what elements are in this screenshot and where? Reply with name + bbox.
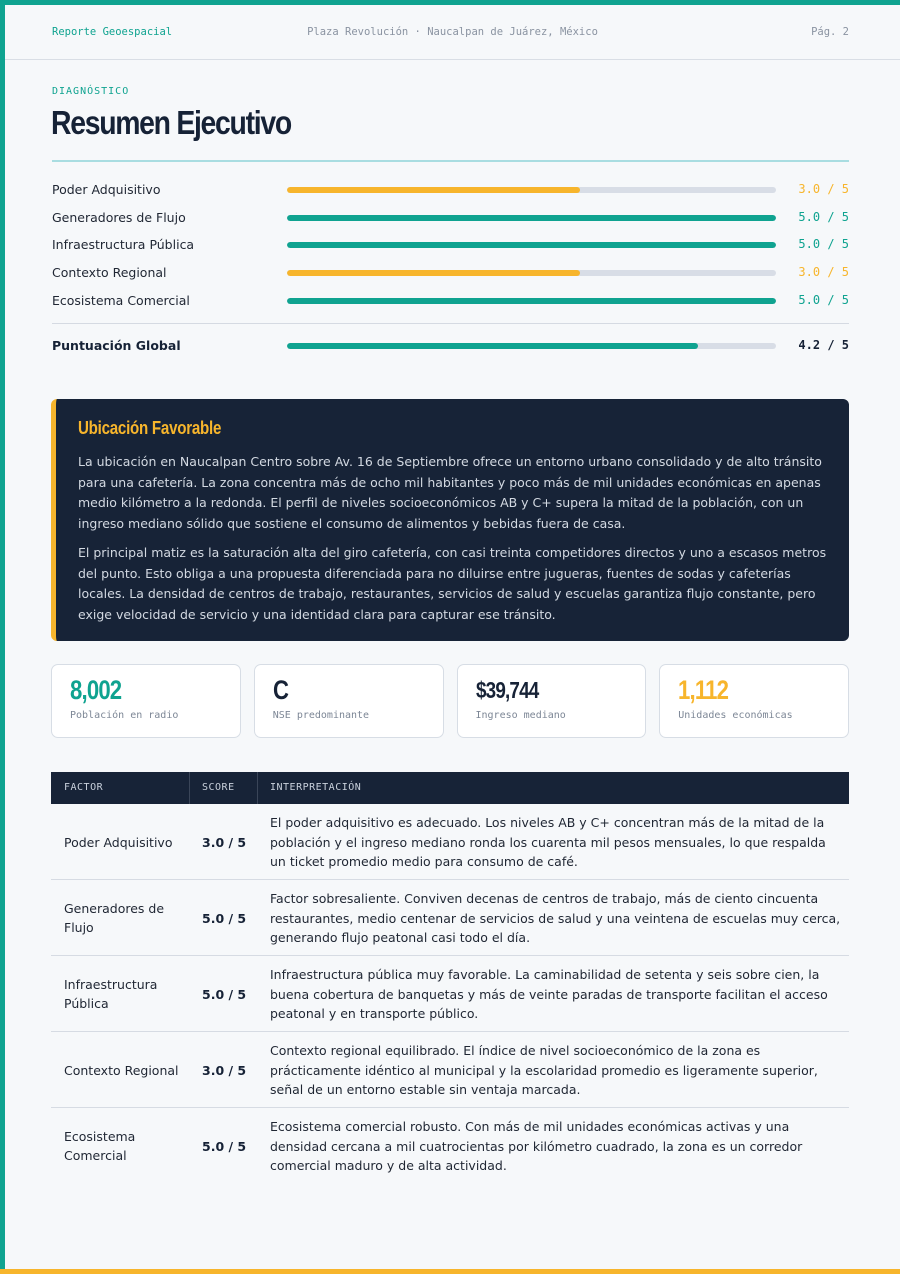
score-row — [52, 231, 849, 259]
row-interpretation: Factor sobresaliente. Conviven decenas de centros de trabajo, más de ciento cincuenta restaurantes, medio centenar de servicios de salud y una veintena de escuelas muy cerca, generando flujo peatonal casi todo el día. — [270, 891, 841, 945]
score-bar-track — [287, 187, 776, 193]
global-score-row — [52, 332, 849, 360]
kpi-value: 1,112 — [678, 675, 729, 705]
score-value: 5.0 / 5 — [798, 237, 849, 252]
score-row — [52, 204, 849, 232]
score-bar-fill — [287, 187, 580, 193]
score-bar-fill — [287, 270, 580, 276]
column-divider — [189, 772, 190, 804]
row-score: 3.0 / 5 — [202, 834, 247, 850]
score-label: Poder Adquisitivo — [52, 182, 161, 197]
kpi-caption: Población en radio — [70, 710, 179, 721]
row-score: 5.0 / 5 — [202, 1138, 247, 1154]
section-eyebrow: DIAGNÓSTICO — [52, 86, 130, 97]
score-row — [52, 176, 849, 204]
kpi-caption: Ingreso mediano — [475, 710, 566, 721]
score-bar-track — [287, 298, 776, 304]
row-factor: Ecosistema Comercial — [64, 1129, 136, 1163]
table-row — [51, 804, 849, 880]
callout-paragraph: La ubicación en Naucalpan Centro sobre Av. 16 de Septiembre ofrece un entorno urbano consolidado y de alto tránsito para una cafetería. La zona concentra más de ocho mil habitantes y poco más de mil unidades económicas en apenas medio kilómetro a la redonda. El perfil de niveles socioeconómicos AB y C+ supera la mitad de la población, con un ingreso mediano sólido que sostiene el consumo de alimentos y bebidas fuera de casa. — [78, 454, 822, 531]
report-brand: Reporte Geoespacial — [52, 26, 173, 38]
kpi-value: $39,744 — [475, 677, 538, 703]
score-label: Infraestructura Pública — [52, 237, 195, 253]
row-factor: Infraestructura Pública — [64, 977, 158, 1011]
bottom-accent-bar — [0, 1269, 900, 1274]
row-interpretation: Ecosistema comercial robusto. Con más de mil unidades económicas activas y una densidad cercana a mil cuatrocientas por kilómetro cuadrado, la zona es un corredor comercial maduro y de alta actividad. — [270, 1119, 803, 1173]
kpi-card-units — [659, 664, 849, 738]
kpi-caption: Unidades económicas — [678, 710, 793, 721]
page-number: Pág. 2 — [811, 26, 849, 38]
kpi-value: C — [272, 675, 288, 705]
page-header — [5, 5, 900, 60]
score-row — [52, 259, 849, 287]
kpi-value: 8,002 — [70, 675, 122, 705]
score-label: Contexto Regional — [52, 265, 167, 281]
table-row — [51, 880, 849, 956]
left-accent-bar — [0, 0, 5, 1274]
score-bar-fill — [287, 298, 776, 304]
summary-callout — [51, 399, 849, 641]
table-row — [51, 956, 849, 1032]
column-divider — [257, 772, 258, 804]
page-title: Resumen Ejecutivo — [51, 104, 291, 141]
kpi-caption: NSE predominante — [272, 710, 370, 721]
global-score-bar-fill — [287, 343, 698, 349]
score-bar-fill — [287, 215, 776, 221]
row-interpretation: El poder adquisitivo es adecuado. Los niveles AB y C+ concentran más de la mitad de la población y el ingreso mediano ronda los cuarenta mil pesos mensuales, lo que respalda un ticket promedio medio para consumo de café. — [270, 815, 826, 869]
row-score: 5.0 / 5 — [202, 910, 247, 926]
column-header-interpretation: INTERPRETACIÓN — [270, 782, 362, 793]
column-header-score: SCORE — [202, 782, 235, 793]
global-score-label: Puntuación Global — [52, 338, 181, 354]
row-factor: Generadores de Flujo — [64, 901, 165, 935]
score-label: Generadores de Flujo — [52, 209, 186, 225]
score-bar-track — [287, 215, 776, 221]
kpi-card-population — [51, 664, 241, 738]
column-header-factor: FACTOR — [64, 782, 104, 793]
row-factor: Poder Adquisitivo — [64, 834, 173, 850]
factor-table — [51, 772, 849, 1184]
global-score-bar-track — [287, 343, 776, 349]
kpi-card-nse — [254, 664, 444, 738]
row-interpretation: Infraestructura pública muy favorable. La caminabilidad de setenta y seis sobre cien, la buena cobertura de banquetas y más de veinte paradas de transporte facilitan el acceso peatonal y en transporte público. — [270, 967, 828, 1021]
score-bar-track — [287, 242, 776, 248]
score-summary — [52, 176, 849, 360]
callout-paragraph: El principal matiz es la saturación alta del giro cafetería, con casi treinta competidores directos y uno a escasos metros del punto. Esto obliga a una propuesta diferenciada para no diluirse entre jugueras, fuentes de sodas y cafeterías locales. La densidad de centros de trabajo, restaurantes, servicios de salud y escuelas garantiza flujo constante, pero exige velocidad de servicio y una identidad clara para capturar ese tránsito. — [78, 545, 827, 622]
score-value: 5.0 / 5 — [798, 209, 849, 224]
table-header — [51, 772, 849, 804]
score-divider — [52, 323, 849, 324]
score-bar-fill — [287, 242, 776, 248]
row-interpretation: Contexto regional equilibrado. El índice de nivel socioeconómico de la zona es prácticamente idéntico al municipal y la escolaridad promedio es ligeramente superior, señal de un entorno estable sin ventaja marcada. — [270, 1043, 818, 1097]
callout-title: Ubicación Favorable — [78, 418, 222, 438]
global-score-value: 4.2 / 5 — [798, 338, 849, 353]
score-value: 3.0 / 5 — [798, 265, 849, 280]
kpi-cards — [51, 664, 849, 738]
row-factor: Contexto Regional — [64, 1062, 179, 1078]
score-bar-track — [287, 270, 776, 276]
title-divider — [52, 160, 849, 162]
row-score: 3.0 / 5 — [202, 1062, 247, 1078]
report-location: Plaza Revolución · Naucalpan de Juárez, México — [307, 26, 598, 38]
row-score: 5.0 / 5 — [202, 986, 247, 1002]
score-row — [52, 287, 849, 315]
kpi-card-income — [457, 664, 647, 738]
score-value: 3.0 / 5 — [798, 182, 849, 196]
score-value: 5.0 / 5 — [798, 292, 849, 307]
table-row — [51, 1108, 849, 1184]
table-row — [51, 1032, 849, 1108]
score-label: Ecosistema Comercial — [52, 292, 190, 308]
